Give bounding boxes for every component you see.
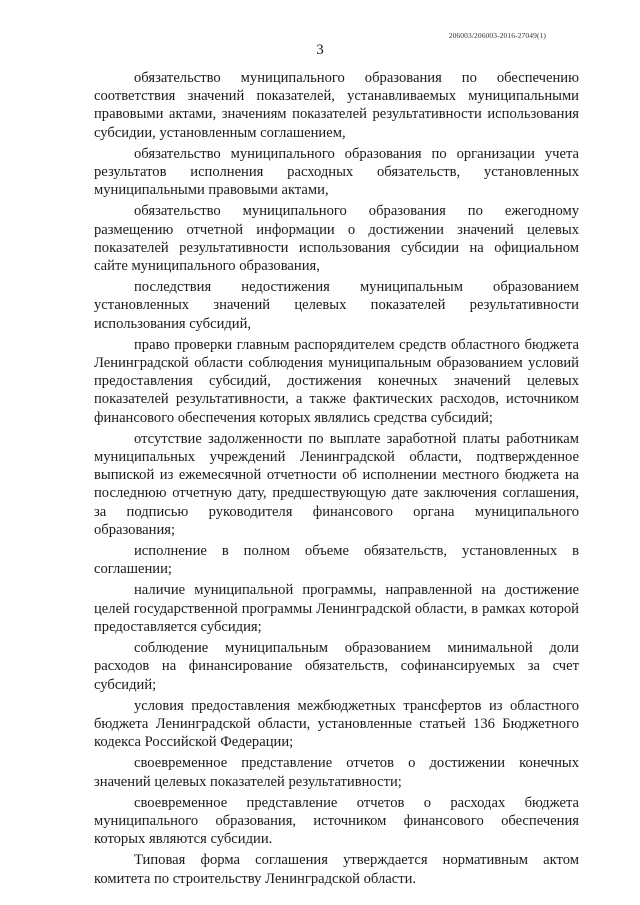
- paragraph: обязательство муниципального образования по обеспечению соответствия значений показателей, устанавливаемых муниципальными правовыми актами, значениям показателей результативности использования субсидии, установленным соглашением,: [94, 70, 579, 141]
- document-id: 206003/206003-2016-27049(1): [448, 31, 546, 40]
- paragraph: отсутствие задолженности по выплате заработной платы работникам муниципальных учреждений Ленинградской области, подтвержденное выпиской из ежемесячной отчетности об исполнении местного бюджета на последнюю отчетную дату, предшествующую дате заключения соглашения, за подписью руководителя финансового органа муниципального образования;: [94, 430, 579, 538]
- paragraph: своевременное представление отчетов о достижении конечных значений целевых показателей результативности;: [94, 755, 579, 790]
- document-body: [94, 69, 579, 888]
- paragraph: последствия недостижения муниципальным образованием установленных значений целевых показателей результативности использования субсидий,: [94, 279, 579, 332]
- paragraph: обязательство муниципального образования по ежегодному размещению отчетной информации о достижении значений целевых показателей результативности использования субсидии на официальном сайте муниципального образования,: [94, 203, 579, 275]
- paragraph: Типовая форма соглашения утверждается нормативным актом комитета по строительству Ленинградской области.: [94, 852, 579, 887]
- paragraph: условия предоставления межбюджетных трансфертов из областного бюджета Ленинградской области, установленные статьей 136 Бюджетного кодекса Российской Федерации;: [94, 697, 579, 751]
- paragraph: право проверки главным распорядителем средств областного бюджета Ленинградской области соблюдения муниципальным образованием условий предоставления субсидий, достижения конечных значений целевых показателей результативности, а также фактических расходов, источником финансового обеспечения которых являлись средства субсидий;: [94, 336, 579, 426]
- page-number: 3: [316, 42, 324, 58]
- paragraph: своевременное представление отчетов о расходах бюджета муниципального образования, источником финансового обеспечения которых являются субсидии.: [94, 794, 579, 848]
- paragraph: обязательство муниципального образования по организации учета результатов исполнения расходных обязательств, установленных муниципальными правовыми актами,: [94, 145, 579, 199]
- paragraph: исполнение в полном объеме обязательств, установленных в соглашении;: [94, 543, 579, 578]
- paragraph: наличие муниципальной программы, направленной на достижение целей государственной программы Ленинградской области, в рамках которой предоставляется субсидия;: [94, 582, 579, 635]
- paragraph: соблюдение муниципальным образованием минимальной доли расходов на финансирование обязательств, софинансируемых за счет субсидий;: [94, 640, 579, 693]
